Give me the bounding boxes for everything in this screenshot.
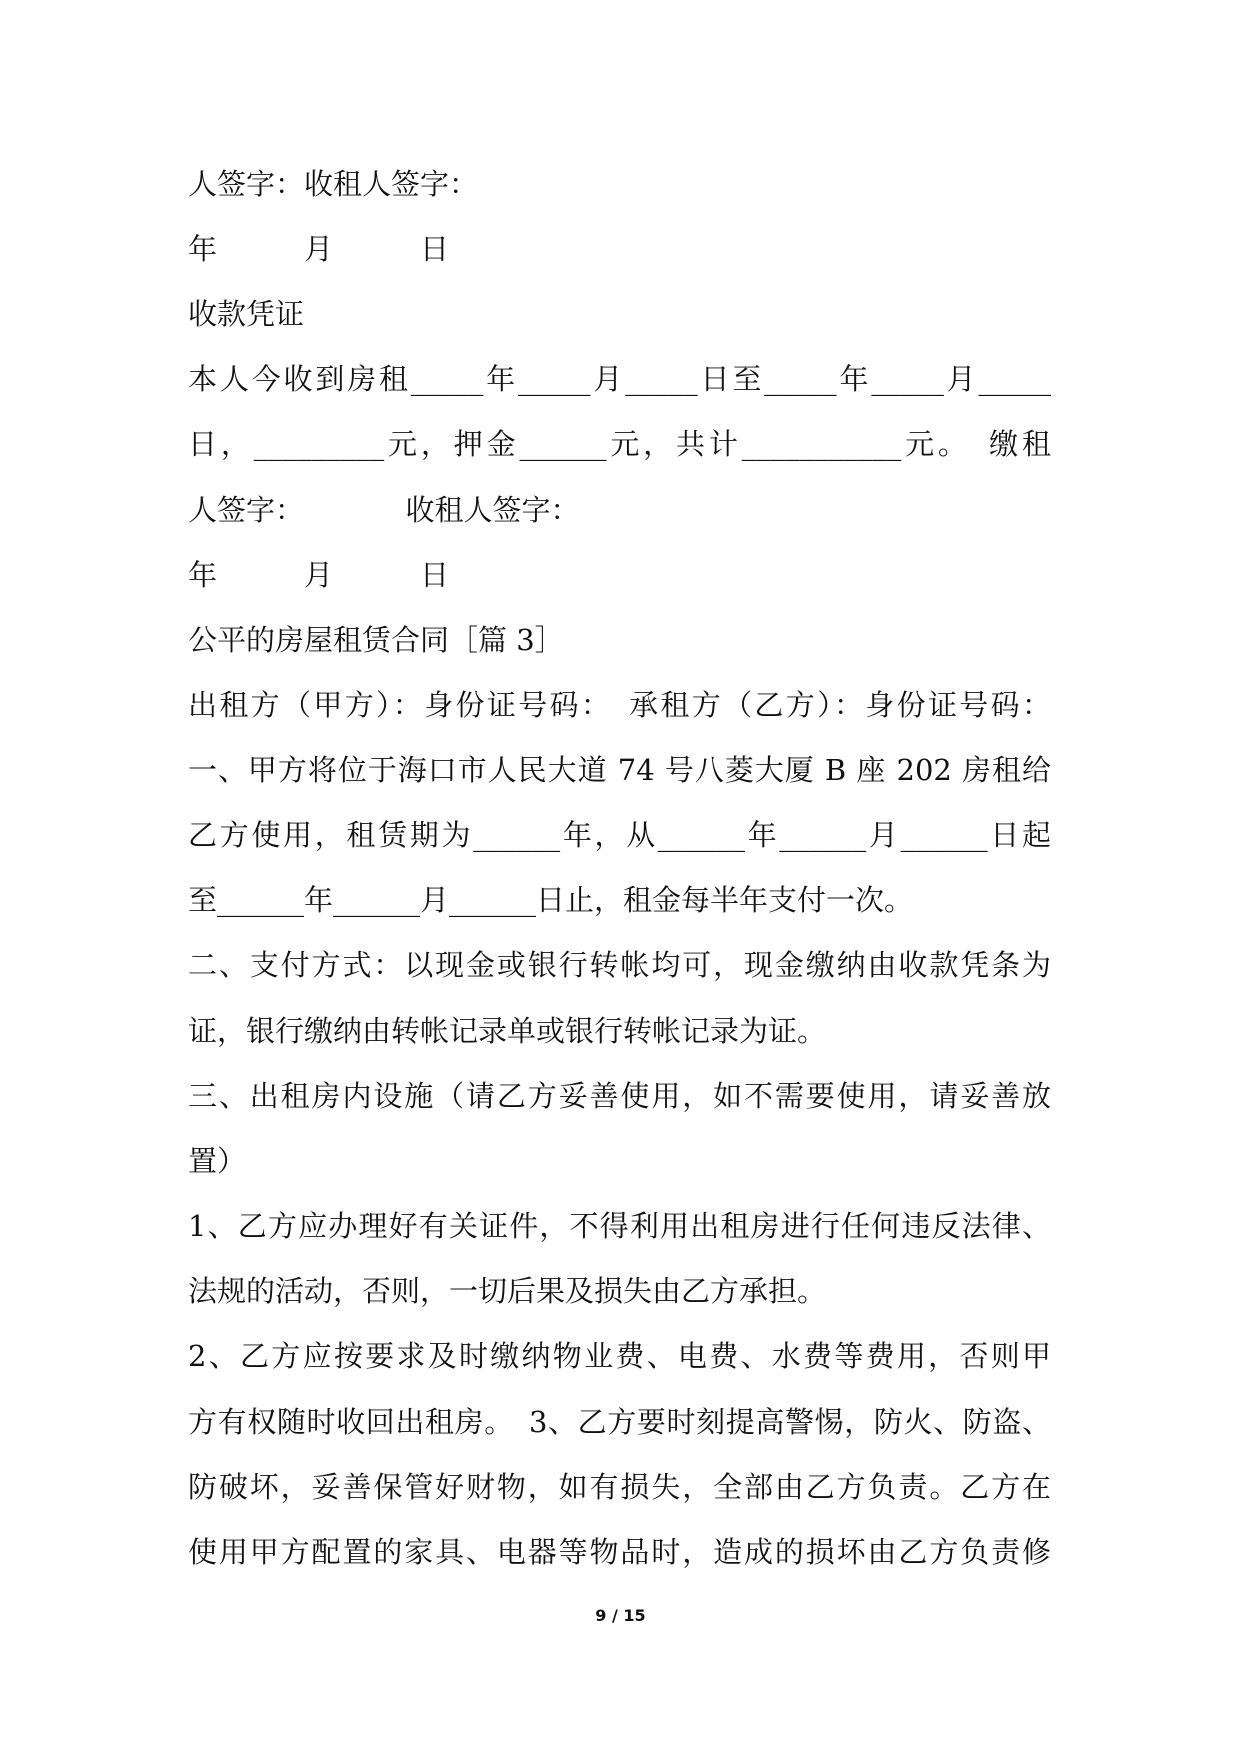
- text-line: 至______年______月______日止，租金每半年支付一次。: [188, 883, 914, 917]
- text-line: 置）: [188, 1144, 247, 1178]
- text-line: 方有权随时收回出租房。 3、乙方要时刻提高警惕，防火、防盗、: [188, 1405, 1051, 1439]
- text-line: 乙方使用，租赁期为______年，从______年______月______日起: [188, 818, 1051, 852]
- text-line: 二、支付方式：以现金或银行转帐均可，现金缴纳由收款凭条为: [188, 948, 1051, 982]
- text-line: 证，银行缴纳由转帐记录单或银行转帐记录为证。: [188, 1014, 827, 1048]
- text-line: 人签字： 收租人签字：: [188, 493, 580, 527]
- text-line: 日，_________元，押金______元，共计___________元。 缴租: [188, 427, 1051, 461]
- page-number: 9 / 15: [595, 1606, 646, 1625]
- text-line: 防破坏，妥善保管好财物，如有损失，全部由乙方负责。乙方在: [188, 1470, 1051, 1504]
- text-line: 1、乙方应办理好有关证件，不得利用出租房进行任何违反法律、: [188, 1209, 1051, 1243]
- text-line: 一、甲方将位于海口市人民大道 74 号八菱大厦 B 座 202 房租给: [188, 753, 1051, 787]
- text-line: 年 月 日: [188, 558, 450, 592]
- text-line: 三、出租房内设施（请乙方妥善使用，如不需要使用，请妥善放: [188, 1079, 1051, 1113]
- text-line: 出租方（甲方）：身份证号码： 承租方（乙方）：身份证号码：: [188, 688, 1051, 722]
- text-line: 人签字：收租人签字：: [188, 167, 479, 201]
- text-line: 2、乙方应按要求及时缴纳物业费、电费、水费等费用，否则甲: [188, 1339, 1051, 1373]
- section-heading: 公平的房屋租赁合同［篇 3］: [188, 623, 564, 657]
- text-line: 收款凭证: [188, 297, 305, 331]
- text-line: 使用甲方配置的家具、电器等物品时，造成的损坏由乙方负责修: [188, 1535, 1051, 1569]
- text-line: 本人今收到房租_____年_____月_____日至_____年_____月_____: [188, 362, 1051, 396]
- text-line: 年 月 日: [188, 232, 450, 266]
- text-line: 法规的活动，否则，一切后果及损失由乙方承担。: [188, 1274, 827, 1308]
